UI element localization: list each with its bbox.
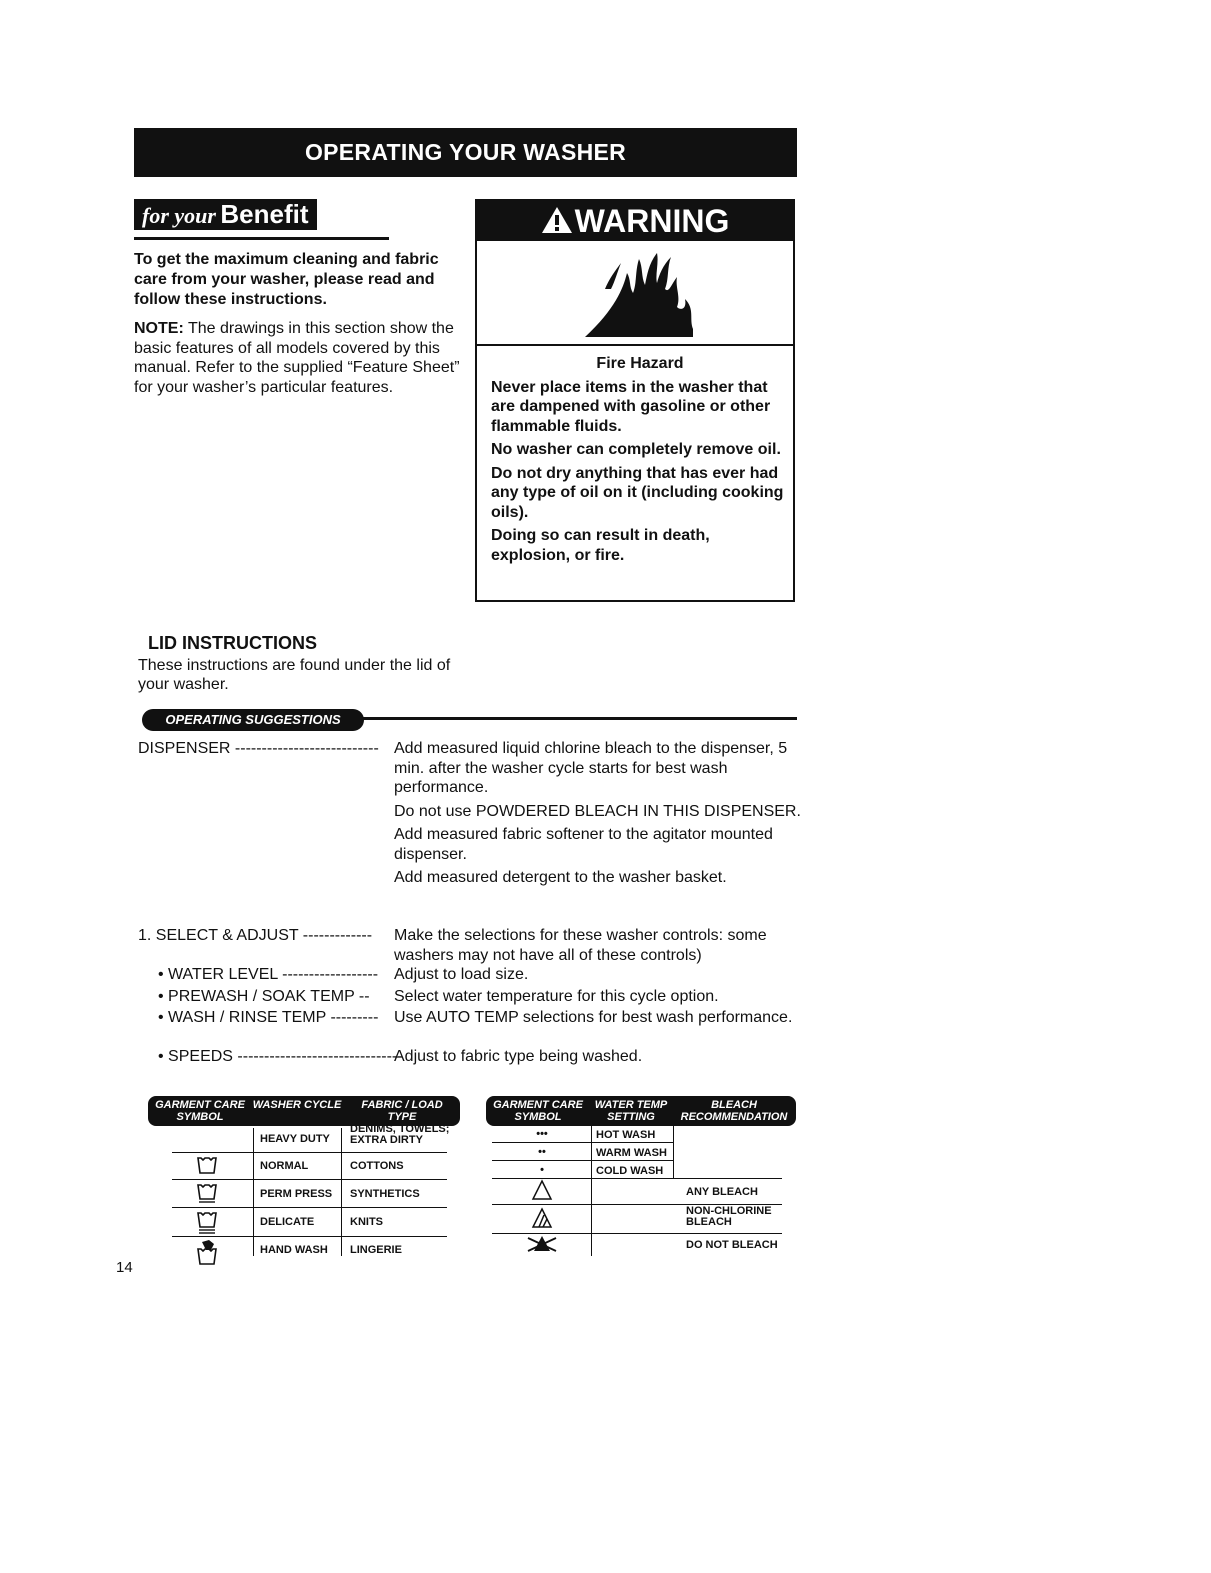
bleach-cell: NON-CHLORINE BLEACH [686,1205,772,1228]
cycle-cell: HAND WASH [260,1244,328,1256]
do-not-bleach-icon [526,1234,558,1254]
speeds-desc: Adjust to fabric type being washed. [394,1048,643,1065]
hazard-title: Fire Hazard [596,355,684,372]
warning-triangle-icon [541,205,573,235]
warning-text [491,354,789,569]
dispenser-label: DISPENSER --------------------------- [138,740,379,757]
speeds-label: • SPEEDS ------------------------------- [158,1048,403,1065]
page-banner: OPERATING YOUR WASHER [134,128,797,177]
cycle-header-fabric: FABRIC / LOAD TYPE [361,1099,443,1123]
temp-symbol-warm: •• [538,1146,546,1158]
operating-suggestions-pill: OPERATING SUGGESTIONS [142,709,364,731]
wash-tub-perm-press-icon [196,1182,218,1204]
select-adjust-desc: Make the selections for these washer controls: some washers may not have all of these controls) [394,927,767,964]
prewash-desc: Select water temperature for this cycle option. [394,988,719,1005]
dispenser-line: Add measured fabric softener to the agitator mounted dispenser. [394,826,773,863]
temp-cell: WARM WASH [596,1147,667,1159]
note-label: NOTE: [134,320,184,337]
fire-icon [585,249,695,339]
temp-col-divider [673,1126,674,1178]
cycle-cell: NORMAL [260,1160,309,1172]
temp-header-setting: WATER TEMP SETTING [594,1099,668,1123]
warning-line: No washer can completely remove oil. [491,441,781,458]
warning-line: Never place items in the washer that are dampened with gasoline or other flammable fluids. [491,378,771,435]
lid-instructions-text: These instructions are found under the lid of your washer. [138,657,451,693]
water-level-desc: Adjust to load size. [394,966,529,983]
cycle-header-symbol: GARMENT CARE SYMBOL [155,1099,245,1123]
fabric-cell: COTTONS [350,1160,404,1172]
note-paragraph [134,319,469,397]
lid-instructions-title: LID INSTRUCTIONS [148,633,317,653]
bleach-cell: DO NOT BLEACH [686,1239,778,1251]
wash-rinse-desc: Use AUTO TEMP selections for best wash performance. [394,1009,793,1026]
temp-header-bleach: BLEACH RECOMMENDATION [680,1099,788,1123]
benefit-underline [134,237,389,240]
cycle-cell: PERM PRESS [260,1188,333,1200]
hand-wash-icon [194,1238,220,1266]
non-chlorine-bleach-icon [531,1207,553,1229]
page-number: 14 [116,1259,133,1276]
select-adjust-label: 1. SELECT & ADJUST ------------- [138,927,373,944]
warning-divider [477,344,793,346]
temp-header-symbol: GARMENT CARE SYMBOL [493,1099,583,1123]
cycle-cell: DELICATE [260,1216,315,1228]
cycle-cell: HEAVY DUTY [260,1133,330,1145]
fabric-cell: LINGERIE [350,1244,402,1256]
wash-rinse-label: • WASH / RINSE TEMP --------- [158,1009,379,1026]
dispenser-line: Add measured detergent to the washer basket. [394,869,727,886]
temp-symbol-cold: • [540,1164,544,1176]
wash-tub-delicate-icon [196,1210,218,1236]
benefit-for-your: for your [142,203,216,228]
wash-tub-icon [196,1155,218,1175]
intro-text: To get the maximum cleaning and fabric care from your washer, please read and follow these instructions. [134,251,439,308]
cycle-row-divider [172,1207,447,1208]
fabric-cell: SYNTHETICS [350,1188,420,1200]
dispenser-line: Do not use POWDERED BLEACH IN THIS DISPENSER. [394,802,801,820]
temp-col-divider [591,1126,592,1256]
warning-line: Doing so can result in death, explosion, or fire. [491,527,710,564]
cycle-row-divider [172,1236,447,1237]
note-text: The drawings in this section show the basic features of all models covered by this manual. Refer to the supplied “Feature Sheet” for your washer’s particular features. [134,320,460,396]
dispenser-line: Add measured liquid chlorine bleach to the dispenser, 5 min. after the washer cycle starts for best wash performance. [394,740,788,796]
cycle-table-header [148,1096,460,1126]
cycle-row-divider [172,1152,447,1153]
bleach-cell: ANY BLEACH [686,1186,758,1198]
any-bleach-triangle-icon [531,1179,553,1201]
prewash-label: • PREWASH / SOAK TEMP -- [158,988,370,1005]
water-level-label: • WATER LEVEL ------------------ [158,966,379,983]
warning-line: Do not dry anything that has ever had any type of oil on it (including cooking oils). [491,464,784,521]
temp-row-divider [492,1142,674,1143]
warning-header [477,201,793,241]
cycle-row-divider [172,1179,447,1180]
dispenser-desc [394,739,809,888]
temp-cell: HOT WASH [596,1129,656,1141]
warning-title: WARNING [574,203,730,239]
temp-bleach-table-header [486,1096,796,1126]
benefit-badge [134,199,317,230]
fabric-cell: DENIMS, TOWELS; EXTRA DIRTY [350,1123,450,1146]
temp-cell: COLD WASH [596,1165,664,1177]
temp-row-divider [492,1160,674,1161]
benefit-word: Benefit [220,199,309,229]
cycle-header-cycle: WASHER CYCLE [252,1099,342,1111]
temp-symbol-hot: ••• [536,1128,548,1140]
fabric-cell: KNITS [350,1216,383,1228]
